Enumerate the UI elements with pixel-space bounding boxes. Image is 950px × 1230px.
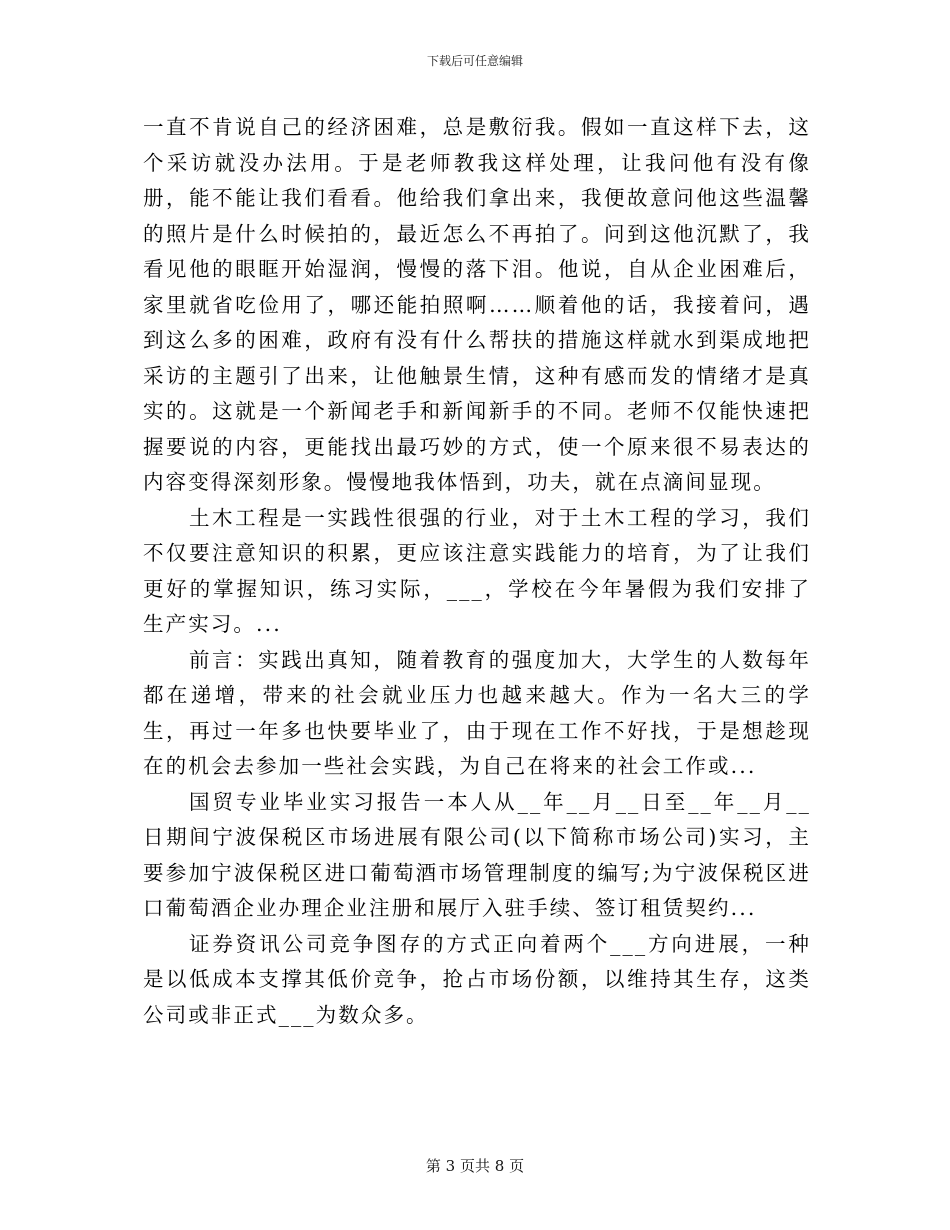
document-body <box>143 110 811 1033</box>
paragraph-trade-internship: 国贸专业毕业实习报告一本人从__年__月__日至__年__月__日期间宁波保税区市场进展有限公司(以下简称市场公司)实习，主要参加宁波保税区进口葡萄酒市场管理制度的编写;为宁波保税区进口葡萄酒企业办理企业注册和展厅入驻手续、签订租赁契约... <box>143 789 811 920</box>
page-number: 第 3 页共 8 页 <box>425 1157 525 1175</box>
paragraph-preface: 前言：实践出真知，随着教育的强度加大，大学生的人数每年都在递增，带来的社会就业压力也越来越大。作为一名大三的学生，再过一年多也快要毕业了，由于现在工作不好找，于是想趁现在的机会去参加一些社会实践，为自己在将来的社会工作或... <box>143 647 811 778</box>
paragraph-securities: 证券资讯公司竞争图存的方式正向着两个___方向进展，一种是以低成本支撑其低价竞争，抢占市场份额，以维持其生存，这类公司或非正式___为数众多。 <box>143 931 811 1027</box>
paragraph-interview-continued: 一直不肯说自己的经济困难，总是敷衍我。假如一直这样下去，这个采访就没办法用。于是老师教我这样处理，让我问他有没有像册，能不能让我们看看。他给我们拿出来，我便故意问他这些温馨的照片是什么时候拍的，最近怎么不再拍了。问到这他沉默了，我看见他的眼眶开始湿润，慢慢的落下泪。他说，自从企业困难后，家里就省吃俭用了，哪还能拍照啊……顺着他的话，我接着问，遇到这么多的困难，政府有没有什么帮扶的措施这样就水到渠成地把采访的主题引了出来，让他触景生情，这种有感而发的情绪才是真实的。这就是一个新闻老手和新闻新手的不同。老师不仅能快速把握要说的内容，更能找出最巧妙的方式，使一个原来很不易表达的内容变得深刻形象。慢慢地我体悟到，功夫，就在点滴间显现。 <box>143 115 811 494</box>
paragraph-civil-engineering: 土木工程是一实践性很强的行业，对于土木工程的学习，我们不仅要注意知识的积累，更应该注意实践能力的培育，为了让我们更好的掌握知识，练习实际，___，学校在今年暑假为我们安排了生产实习。... <box>143 505 811 636</box>
page-header: 下载后可任意编辑 <box>426 54 523 68</box>
